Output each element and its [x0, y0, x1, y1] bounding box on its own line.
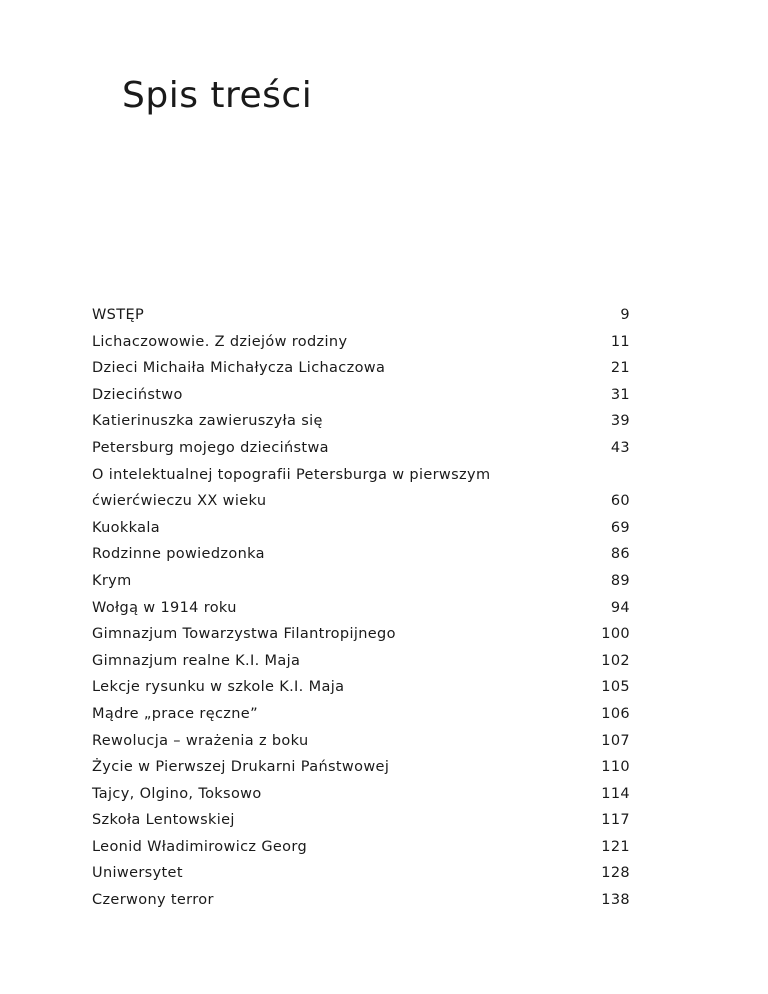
toc-entry-title: O intelektualnej topografii Petersburga w pierwszym	[92, 466, 491, 483]
toc-entry-title: WSTĘP	[92, 307, 145, 323]
toc-entry-title: Gimnazjum realne K.I. Maja	[92, 652, 301, 669]
toc-entry-page: 43	[610, 439, 630, 456]
page-title: Spis treści	[122, 75, 313, 116]
toc-entry	[92, 648, 630, 675]
toc-entry-page: 60	[610, 493, 630, 510]
toc-entry-page: 100	[601, 626, 630, 643]
toc-entry-page: 110	[601, 759, 630, 776]
toc-entry-page: 114	[601, 785, 630, 802]
toc-entry	[92, 781, 630, 808]
toc-entry	[92, 754, 630, 781]
toc-entry	[92, 701, 630, 728]
toc-entry-title: Czerwony terror	[92, 892, 214, 909]
toc-entry-title: Szkoła Lentowskiej	[92, 812, 235, 829]
toc-entry	[92, 462, 630, 489]
toc-entry-page: 121	[601, 838, 630, 855]
toc-entry	[92, 887, 630, 914]
table-of-contents	[92, 302, 630, 914]
toc-entry-title: Rewolucja – wrażenia z boku	[92, 732, 309, 749]
toc-entry-title: Lekcje rysunku w szkole K.I. Maja	[92, 679, 345, 696]
toc-entry	[92, 595, 630, 622]
toc-entry	[92, 807, 630, 834]
toc-entry-title: Lichaczowowie. Z dziejów rodziny	[92, 333, 348, 350]
toc-entry-title: Kuokkala	[92, 519, 160, 536]
toc-entry-page: 89	[610, 572, 630, 589]
toc-entry-page: 138	[601, 892, 630, 909]
toc-entry-title: Wołgą w 1914 roku	[92, 599, 237, 616]
toc-entry-title: Dzieciństwo	[92, 386, 183, 403]
toc-entry-title: Krym	[92, 572, 132, 589]
toc-entry	[92, 355, 630, 382]
toc-entry-title: Rodzinne powiedzonka	[92, 546, 265, 563]
toc-entry	[92, 728, 630, 755]
toc-entry	[92, 674, 630, 701]
toc-entry	[92, 408, 630, 435]
toc-entry-page: 21	[610, 360, 630, 377]
toc-entry	[92, 568, 630, 595]
toc-entry-page: 11	[610, 333, 630, 350]
toc-entry-title: Uniwersytet	[92, 865, 183, 882]
toc-entry-page: 105	[601, 679, 630, 696]
toc-entry	[92, 302, 630, 329]
toc-entry	[92, 488, 630, 515]
toc-entry-title: Petersburg mojego dzieciństwa	[92, 439, 329, 456]
toc-entry	[92, 435, 630, 462]
toc-entry-title: Leonid Władimirowicz Georg	[92, 838, 308, 855]
toc-entry	[92, 541, 630, 568]
toc-entry-title: Gimnazjum Towarzystwa Filantropijnego	[92, 626, 396, 643]
toc-entry-page: 128	[601, 865, 630, 882]
toc-entry-page: 107	[601, 732, 630, 749]
toc-entry-page: 31	[610, 386, 630, 403]
toc-entry-page: 86	[610, 546, 630, 563]
toc-entry	[92, 621, 630, 648]
toc-entry	[92, 515, 630, 542]
toc-entry-page: 9	[620, 307, 630, 323]
toc-entry	[92, 860, 630, 887]
toc-entry-page: 117	[601, 812, 630, 829]
toc-entry-page: 102	[601, 652, 630, 669]
toc-entry-title: Dzieci Michaiła Michałycza Lichaczowa	[92, 360, 386, 377]
toc-entry-page: 69	[610, 519, 630, 536]
toc-entry-title: Katierinuszka zawieruszyła się	[92, 413, 323, 430]
toc-entry	[92, 382, 630, 409]
toc-entry-title: Życie w Pierwszej Drukarni Państwowej	[92, 759, 390, 776]
toc-entry-title: Tajcy, Olgino, Toksowo	[92, 785, 262, 802]
toc-entry-page: 39	[610, 413, 630, 430]
toc-entry	[92, 834, 630, 861]
toc-entry	[92, 329, 630, 356]
toc-entry-page: 94	[610, 599, 630, 616]
toc-entry-page: 106	[601, 705, 630, 722]
toc-entry-title: ćwierćwieczu XX wieku	[92, 493, 267, 510]
toc-entry-title: Mądre „prace ręczne”	[92, 705, 258, 722]
